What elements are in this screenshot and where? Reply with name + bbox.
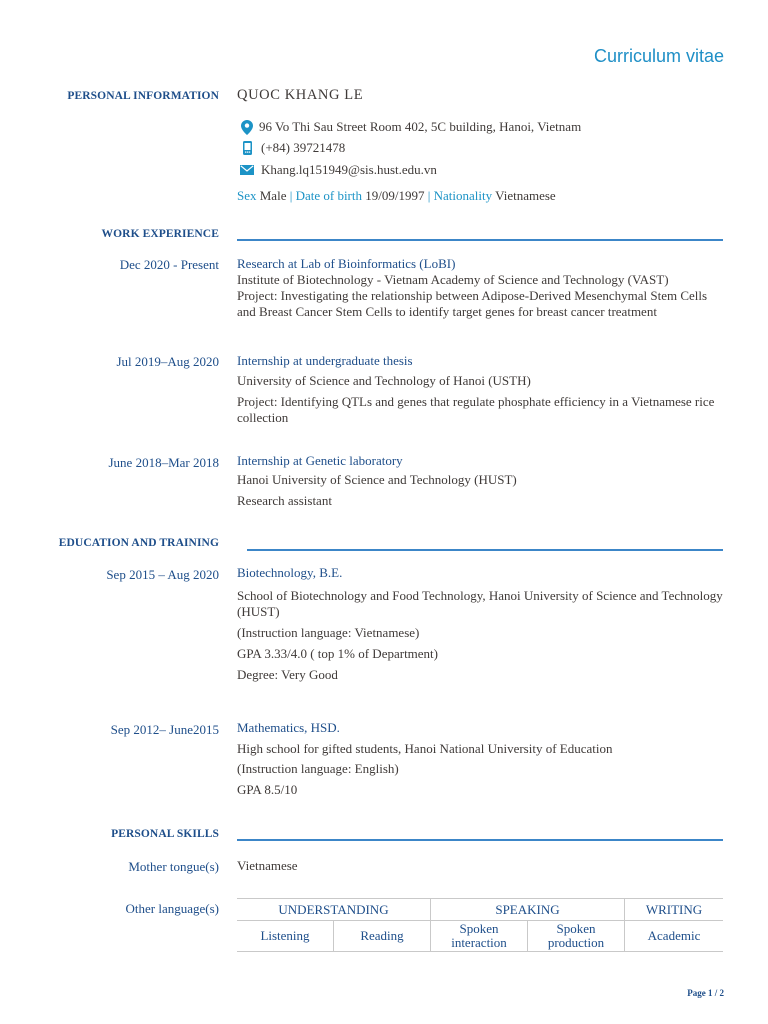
nationality-label: Nationality — [433, 188, 493, 203]
sex-label: Sex — [237, 188, 257, 203]
phone-icon — [237, 141, 257, 155]
section-label-personal-information: PERSONAL INFORMATION — [67, 90, 219, 102]
phone-row — [237, 139, 345, 157]
work-title: Internship at Genetic laboratory — [237, 453, 403, 468]
personal-details-line — [237, 188, 727, 204]
work-organization: Institute of Biotechnology - Vietnam Academy of Science and Technology (VAST) — [237, 272, 669, 287]
envelope-icon — [237, 165, 257, 175]
work-date-2: Jul 2019–Aug 2020 — [116, 354, 219, 369]
work-title: Research at Lab of Bioinformatics (LoBI) — [237, 256, 456, 271]
education-title: Biotechnology, B.E. — [237, 565, 343, 580]
section-label-work-experience: WORK EXPERIENCE — [101, 228, 219, 240]
section-divider — [237, 839, 723, 841]
section-label-education: EDUCATION AND TRAINING — [58, 537, 219, 549]
work-organization: University of Science and Technology of Hanoi (USTH) — [237, 373, 531, 388]
education-language: (Instruction language: English) — [237, 761, 399, 776]
education-entry-2 — [237, 720, 727, 798]
mother-tongue-value: Vietnamese — [237, 858, 298, 873]
section-divider — [247, 549, 723, 551]
dob-label: Date of birth — [295, 188, 362, 203]
dob-value: 19/09/1997 — [365, 188, 425, 203]
education-gpa: GPA 3.33/4.0 ( top 1% of Department) — [237, 646, 438, 661]
work-organization: Hanoi University of Science and Technology (HUST) — [237, 472, 517, 487]
work-entry-3 — [237, 453, 727, 509]
group-understanding: UNDERSTANDING — [237, 899, 431, 921]
column-academic: Academic — [625, 921, 724, 952]
education-degree: Degree: Very Good — [237, 667, 338, 682]
email-row — [237, 161, 437, 179]
table-bottom-rule — [237, 951, 723, 952]
work-entry-1 — [237, 256, 727, 320]
language-skills-table — [237, 898, 723, 952]
education-date-1: Sep 2015 – Aug 2020 — [106, 567, 219, 582]
group-writing: WRITING — [625, 899, 724, 921]
section-divider — [237, 239, 723, 241]
phone-number: (+84) 39721478 — [261, 140, 346, 155]
email-address[interactable]: Khang.lq151949@sis.hust.edu.vn — [261, 162, 437, 177]
education-institution: School of Biotechnology and Food Technology, Hanoi University of Science and Technology (HUST) — [237, 588, 723, 619]
column-spoken-production: Spoken production — [528, 921, 625, 952]
mother-tongue-label: Mother tongue(s) — [128, 859, 219, 874]
education-title: Mathematics, HSD. — [237, 720, 340, 735]
education-date-2: Sep 2012– June2015 — [110, 722, 219, 737]
nationality-value: Vietnamese — [495, 188, 556, 203]
person-name: QUOC KHANG LE — [237, 87, 364, 103]
work-project: Project: Identifying QTLs and genes that regulate phosphate efficiency in a Vietnamese rice collection — [237, 394, 715, 425]
group-speaking: SPEAKING — [431, 899, 625, 921]
column-listening: Listening — [237, 921, 334, 952]
work-entry-2 — [237, 353, 727, 426]
column-reading: Reading — [334, 921, 431, 952]
column-spoken-interaction: Spoken interaction — [431, 921, 528, 952]
work-title: Internship at undergraduate thesis — [237, 353, 413, 368]
other-languages-label: Other language(s) — [125, 901, 219, 916]
document-title: Curriculum vitae — [593, 46, 724, 66]
address-row — [237, 118, 581, 136]
section-label-personal-skills: PERSONAL SKILLS — [111, 828, 219, 840]
work-role: Research assistant — [237, 493, 332, 508]
location-pin-icon — [237, 120, 257, 135]
work-date-1: Dec 2020 - Present — [119, 257, 219, 272]
address-text: 96 Vo Thi Sau Street Room 402, 5C building, Hanoi, Vietnam — [259, 119, 582, 134]
work-project: Project: Investigating the relationship between Adipose-Derived Mesenchymal Stem Cells and Breast Cancer Stem Cells to identify target genes for breast cancer treatment — [237, 288, 708, 319]
education-entry-1 — [237, 565, 727, 683]
sex-value: Male — [259, 188, 287, 203]
education-institution: High school for gifted students, Hanoi National University of Education — [237, 741, 613, 756]
education-language: (Instruction language: Vietnamese) — [237, 625, 420, 640]
education-gpa: GPA 8.5/10 — [237, 782, 298, 797]
separator: | — [427, 188, 431, 203]
page-number: Page 1 / 2 — [687, 988, 724, 998]
separator: | — [289, 188, 293, 203]
work-date-3: June 2018–Mar 2018 — [108, 455, 219, 470]
